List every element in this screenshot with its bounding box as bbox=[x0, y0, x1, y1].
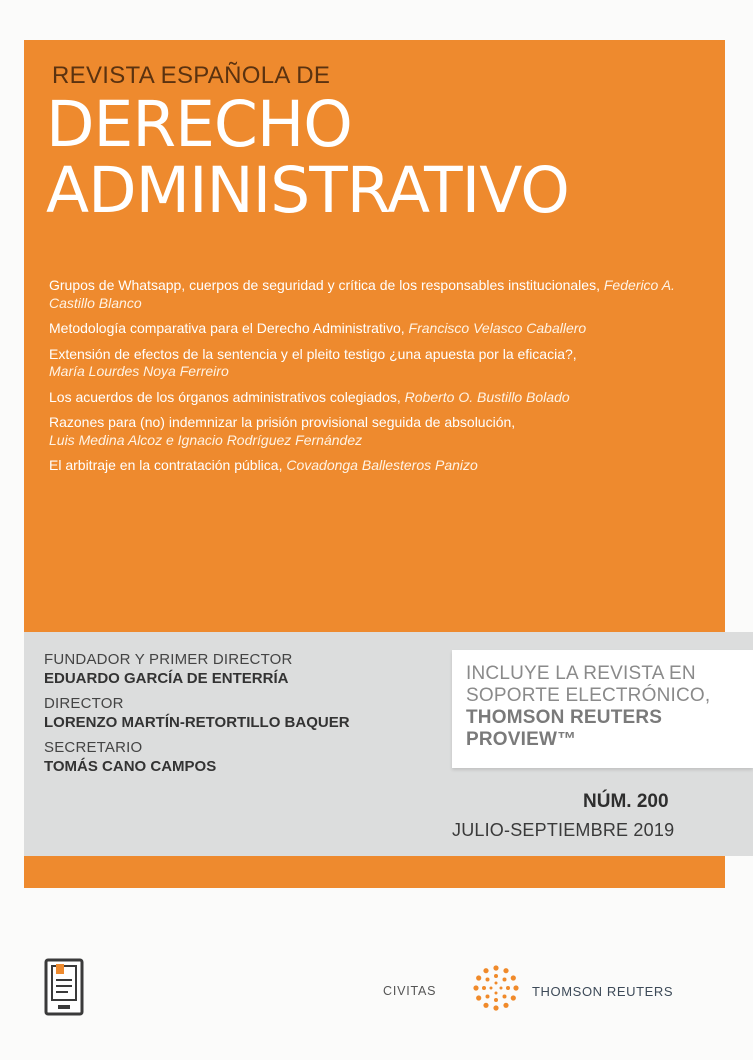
article-title: El arbitraje en la contratación pública, bbox=[49, 457, 283, 473]
founder-role: FUNDADOR Y PRIMER DIRECTOR bbox=[44, 651, 293, 668]
article-author: Roberto O. Bustillo Bolado bbox=[404, 388, 570, 405]
article-title: Extensión de efectos de la sentencia y el pleito testigo ¿una apuesta por la eficacia?, bbox=[49, 345, 577, 362]
secretary-name: TOMÁS CANO CAMPOS bbox=[44, 758, 217, 775]
article-title: Metodología comparativa para el Derecho Administrativo, bbox=[49, 320, 405, 336]
journal-subtitle: REVISTA ESPAÑOLA DE bbox=[52, 62, 331, 89]
article-title: Los acuerdos de los órganos administrativos colegiados, bbox=[49, 388, 401, 405]
article-title: Grupos de Whatsapp, cuerpos de seguridad y crítica de los responsables institucionales, bbox=[49, 277, 600, 293]
journal-title-line1: DERECHO bbox=[46, 88, 352, 161]
article-author: María Lourdes Noya Ferreiro bbox=[49, 363, 229, 379]
thomson-reuters-logo-icon bbox=[471, 963, 521, 1013]
journal-title-line2: ADMINISTRATIVO bbox=[46, 154, 569, 227]
article-item bbox=[49, 389, 689, 407]
article-item bbox=[49, 320, 689, 338]
promo-line3: THOMSON REUTERS bbox=[466, 707, 663, 728]
ebook-icon bbox=[44, 958, 84, 1016]
promo-line1: INCLUYE LA REVISTA EN bbox=[466, 663, 696, 684]
article-item bbox=[49, 277, 689, 312]
director-role: DIRECTOR bbox=[44, 695, 124, 712]
article-list bbox=[49, 277, 689, 483]
thomson-reuters-wordmark: THOMSON REUTERS bbox=[532, 984, 674, 999]
editorial-staff bbox=[44, 650, 350, 782]
issue-number: NÚM. 200 bbox=[583, 791, 669, 812]
issue-period: JULIO-SEPTIEMBRE 2019 bbox=[452, 820, 675, 840]
article-author: Federico A. Castillo Blanco bbox=[49, 277, 675, 311]
proview-promo-box bbox=[452, 650, 753, 768]
article-title: Razones para (no) indemnizar la prisión provisional seguida de absolución, bbox=[49, 414, 516, 430]
civitas-logo: CIVITAS bbox=[383, 984, 437, 998]
article-item bbox=[49, 414, 689, 449]
article-author: Francisco Velasco Caballero bbox=[408, 320, 587, 336]
article-item bbox=[49, 457, 689, 475]
article-item bbox=[49, 346, 689, 381]
founder-name: EDUARDO GARCÍA DE ENTERRÍA bbox=[44, 670, 289, 687]
promo-line4: PROVIEW™ bbox=[466, 729, 577, 750]
journal-title bbox=[46, 88, 569, 227]
director-name: LORENZO MARTÍN-RETORTILLO BAQUER bbox=[44, 714, 350, 731]
promo-line2: SOPORTE ELECTRÓNICO, bbox=[466, 685, 711, 706]
article-author: Luis Medina Alcoz e Ignacio Rodríguez Fernández bbox=[49, 431, 363, 448]
article-author: Covadonga Ballesteros Panizo bbox=[286, 457, 478, 473]
secretary-role: SECRETARIO bbox=[44, 739, 143, 756]
